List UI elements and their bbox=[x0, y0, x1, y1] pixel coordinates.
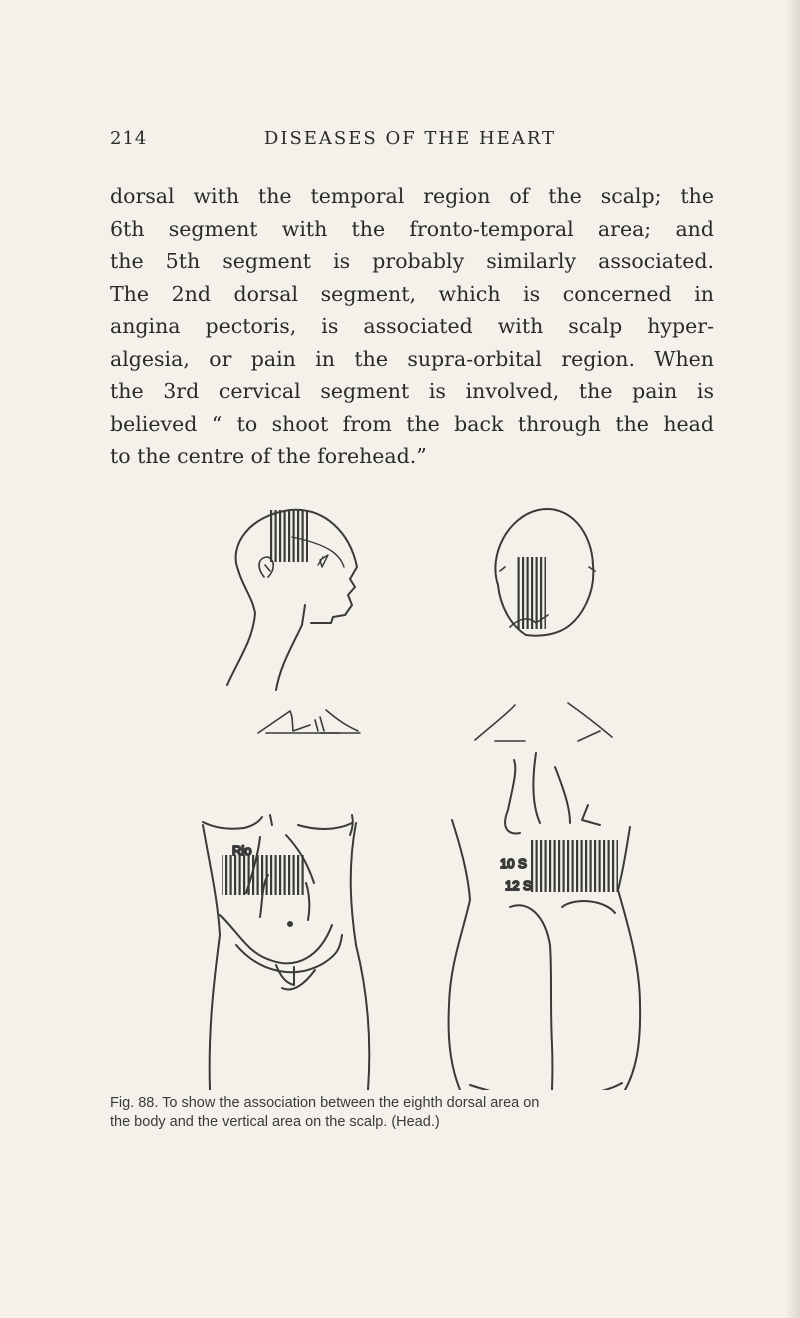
body-line: 6th segment with the fronto-temporal area; and bbox=[110, 216, 714, 241]
running-title: DISEASES OF THE HEART bbox=[263, 128, 557, 149]
front-segment-label: Rio bbox=[232, 843, 252, 858]
body-line: the 5th segment is probably similarly associated. bbox=[110, 249, 714, 273]
body-line: believed “ to shoot from the back through the head bbox=[110, 411, 714, 436]
figure-88 bbox=[0, 505, 800, 1090]
figure-caption bbox=[110, 1094, 750, 1132]
figure-illustration bbox=[0, 505, 800, 1090]
body-line: dorsal with the temporal region of the scalp; the bbox=[110, 184, 714, 208]
back-torso-drawing bbox=[449, 753, 641, 1090]
body-paragraph bbox=[110, 180, 714, 473]
body-line: angina pectoris, is associated with scalp hyper- bbox=[110, 314, 714, 338]
shoulder-sketches bbox=[258, 703, 612, 741]
back-segment-label-lower: 12 S bbox=[505, 878, 532, 893]
running-head bbox=[110, 128, 710, 152]
profile-head-drawing bbox=[227, 510, 357, 690]
body-line: to the centre of the forehead.” bbox=[110, 444, 427, 468]
caption-line: Fig. 88. To show the association between the eighth dorsal area on bbox=[110, 1095, 540, 1111]
body-line: algesia, or pain in the supra-orbital region. When bbox=[110, 346, 714, 371]
body-line: the 3rd cervical segment is involved, the pain is bbox=[110, 379, 714, 403]
back-segment-label-upper: 10 S bbox=[500, 856, 527, 871]
back-head-drawing bbox=[495, 509, 595, 636]
caption-line: the body and the vertical area on the scalp. (Head.) bbox=[110, 1114, 440, 1130]
body-line: The 2nd dorsal segment, which is concerned in bbox=[110, 281, 714, 306]
page-number: 214 bbox=[110, 128, 148, 149]
front-torso-drawing bbox=[203, 815, 369, 1090]
